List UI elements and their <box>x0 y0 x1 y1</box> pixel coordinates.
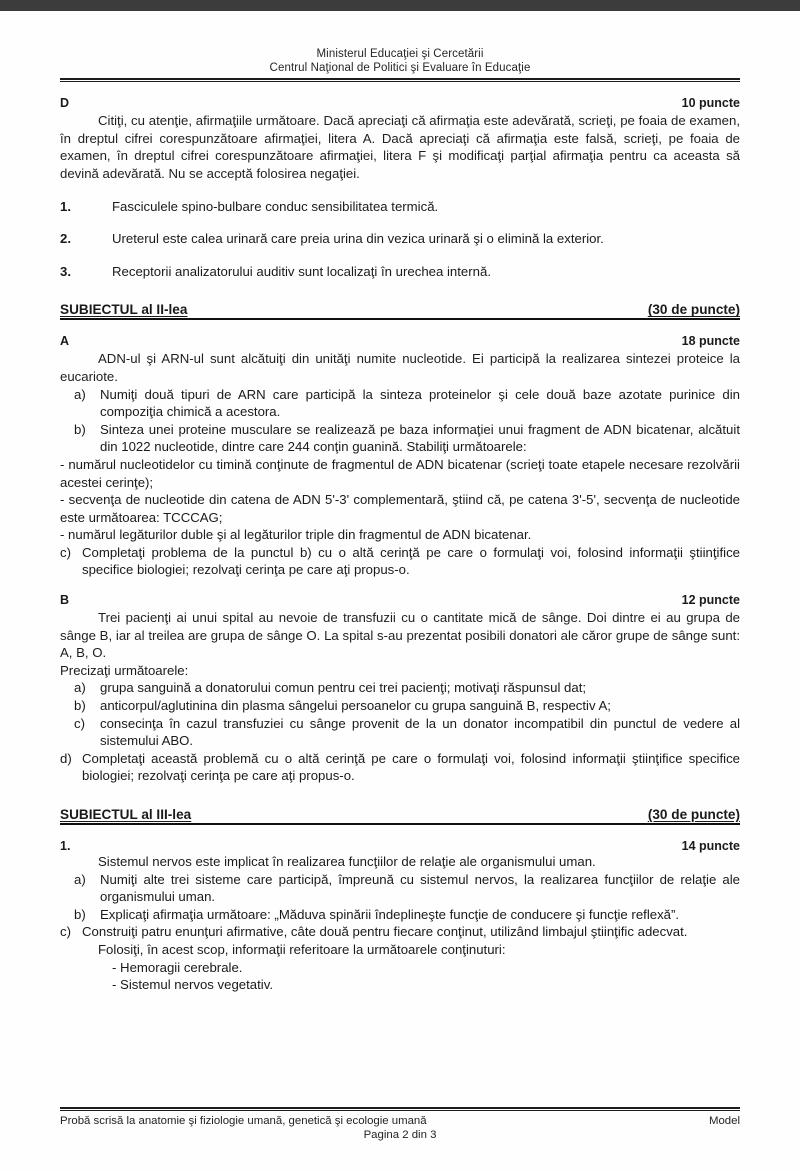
part-b-item-b <box>60 697 740 715</box>
item1-intro: Sistemul nervos este implicat în realizarea funcţiilor de relaţie ale organismului uman. <box>98 854 596 869</box>
footer-exam-title: Probă scrisă la anatomie şi fiziologie umană, genetică şi ecologie umană <box>60 1115 427 1127</box>
subject-ii-title: SUBIECTUL al II-lea <box>60 302 188 318</box>
statement-number: 3. <box>60 263 71 279</box>
part-a-item-a <box>60 386 740 421</box>
page-content <box>0 11 800 1171</box>
part-b-intro: Trei pacienţi ai unui spital au nevoie de transfuzii cu o cantitate mică de sânge. Doi dintre ei au grupa de sânge B, iar al treilea are grupa de sânge O. La spital s-au prezentat posibili donatori ale căror grupe de sânge sunt: A, B, O. <box>60 610 740 661</box>
part-b-points: 12 puncte <box>681 593 740 608</box>
item1-sub-b <box>60 906 740 924</box>
header-divider <box>60 78 740 82</box>
subject-ii-points: (30 de puncte) <box>647 302 740 318</box>
section-d-heading <box>60 96 740 110</box>
section-d-points: 10 puncte <box>681 96 740 111</box>
subject-ii-bar <box>60 302 740 320</box>
item1-bullet-1: - Hemoragii cerebrale. <box>112 959 243 975</box>
part-a-item-c-text: Completaţi problema de la punctul b) cu o altă cerinţă pe care o formulaţi voi, folosind informaţii ştiinţifice specifice biologiei; rezolvaţi cerinţa pe care aţi propus-o. <box>82 544 740 578</box>
statement-number: 1. <box>60 198 71 214</box>
part-a-item-b-label: b) <box>74 421 86 437</box>
part-a-dash-1: - numărul nucleotidelor cu timină conţinute de fragmentul de ADN bicatenar (scrieţi toate etapele necesare rezolvării acestei cerinţe); <box>60 456 740 490</box>
statement-text: Receptorii analizatorului auditiv sunt localizaţi în urechea internă. <box>112 263 491 279</box>
part-a-intro: ADN-ul şi ARN-ul sunt alcătuiţi din unităţi numite nucleotide. Ei participă la realizarea sintezei proteice la eucariote. <box>60 351 740 384</box>
part-a-item-b-text: Sinteza unei proteine musculare se realizează pe baza informaţiei unui fragment de ADN bicatenar, alcătuit din 1022 nucleotide, dintre care 244 conţin guanină. Stabiliţi următoarele: <box>100 421 740 455</box>
item1-sub-b-text: Explicaţi afirmaţia următoare: „Măduva spinării îndeplineşte funcţie de conducere şi funcţie reflexă”. <box>100 906 680 922</box>
footer-page-number: Pagina 2 din 3 <box>363 1129 437 1141</box>
part-a-item-b <box>60 421 740 456</box>
part-a-letter: A <box>60 334 70 349</box>
header-ministry-line: Ministerul Educaţiei şi Cercetării <box>316 48 484 60</box>
item1-sub-c-text: Construiţi patru enunţuri afirmative, câte două pentru fiecare conţinut, utilizând limbajul ştiinţific adecvat. <box>82 924 688 940</box>
section-d-intro: Citiţi, cu atenţie, afirmaţiile următoare. Dacă apreciaţi că afirmaţia este adevărată, scrieţi, pe foaia de examen, în dreptul cifrei corespunzătoare afirmaţiei, litera A. Dacă apreciaţi că afirmaţia este falsă, scrieţi, pe foaia de examen, în dreptul cifrei corespunzătoare afirmaţiei, litera F şi modificaţi parţial afirmaţia pentru ca aceasta să devină adevărată. Nu se acceptă folosirea negaţiei. <box>60 113 740 181</box>
part-b-item-c <box>60 715 740 750</box>
item1-sub-c-label: c) <box>60 924 71 940</box>
part-b-item-a-label: a) <box>74 680 86 696</box>
item1-sub-a <box>60 871 740 906</box>
subject-ii-a-heading <box>60 334 740 348</box>
part-a-item-a-label: a) <box>74 386 86 402</box>
document-footer <box>60 1107 740 1143</box>
part-b-item-c-label: c) <box>74 715 85 731</box>
part-a-points: 18 puncte <box>681 334 740 349</box>
part-b-lead: Precizaţi următoarele: <box>60 662 189 678</box>
item1-bullet-2: - Sistemul nervos vegetativ. <box>112 977 273 993</box>
part-b-item-a-text: grupa sanguină a donatorului comun pentru cei trei pacienţi; motivaţi răspunsul dat; <box>100 680 587 696</box>
part-a-dash-2: - secvenţa de nucleotide din catena de ADN 5'-3' complementară, ştiind că, pe catena 3'-5', secvenţa de nucleotide este următoarea: TCCCAG; <box>60 492 740 525</box>
part-b-item-d-label: d) <box>60 750 72 766</box>
item1-sub-b-label: b) <box>74 906 86 922</box>
part-a-item-a-text: Numiţi două tipuri de ARN care participă la sinteza proteinelor şi cele două baze azotate purinice din compoziţia chimică a acestora. <box>100 386 740 420</box>
statement-number: 2. <box>60 231 71 247</box>
part-b-item-d-text: Completaţi această problemă cu o altă cerinţă pe care o formulaţi voi, folosind informaţii ştiinţifice specifice biologiei; rezolvaţi cerinţa pe care aţi propus-o. <box>82 750 740 784</box>
statement-text: Ureterul este calea urinară care preia urina din vezica urinară şi o elimină la exterior. <box>112 231 604 247</box>
subject-ii-b-heading <box>60 593 740 607</box>
statement-item <box>60 198 740 216</box>
header-center-line: Centrul Naţional de Politici şi Evaluare în Educaţie <box>269 62 531 74</box>
section-d-letter: D <box>60 96 70 111</box>
item1-folositi: Folosiţi, în acest scop, informaţii referitoare la următoarele conţinuturi: <box>98 941 506 957</box>
statement-text: Fasciculele spino-bulbare conduc sensibilitatea termică. <box>112 198 439 214</box>
footer-model-label: Model <box>708 1115 740 1127</box>
item1-sub-a-label: a) <box>74 871 86 887</box>
subject-iii-bar <box>60 807 740 825</box>
statement-item <box>60 263 740 281</box>
part-a-item-c-label: c) <box>60 544 71 560</box>
footer-divider <box>60 1107 740 1111</box>
subject-iii-title: SUBIECTUL al III-lea <box>60 807 192 822</box>
part-b-item-d <box>60 750 740 785</box>
part-b-item-c-text: consecinţa în cazul transfuziei cu sânge provenit de la un donator incompatibil din punctul de vedere al sistemului ABO. <box>100 715 740 749</box>
item1-points: 14 puncte <box>681 839 740 853</box>
statement-item <box>60 230 740 248</box>
subject-iii-item1-heading <box>60 839 740 853</box>
item1-sub-a-text: Numiţi alte trei sisteme care participă, împreună cu sistemul nervos, la realizarea funcţiilor de relaţie ale organismului uman. <box>100 871 740 905</box>
part-b-letter: B <box>60 593 70 608</box>
document-header <box>60 47 740 75</box>
item1-number: 1. <box>60 839 71 853</box>
subject-iii-points: (30 de puncte) <box>647 807 740 822</box>
part-b-item-a <box>60 679 740 697</box>
item1-sub-c <box>60 923 740 941</box>
part-a-dash-3: - numărul legăturilor duble şi al legăturilor triple din fragmentul de ADN bicatenar. <box>60 527 532 543</box>
part-b-item-b-text: anticorpul/aglutinina din plasma sângelui persoanelor cu grupa sanguină B, respectiv A; <box>100 698 611 714</box>
viewer-top-bar <box>0 0 800 11</box>
part-b-item-b-label: b) <box>74 698 86 714</box>
part-a-item-c <box>60 544 740 579</box>
